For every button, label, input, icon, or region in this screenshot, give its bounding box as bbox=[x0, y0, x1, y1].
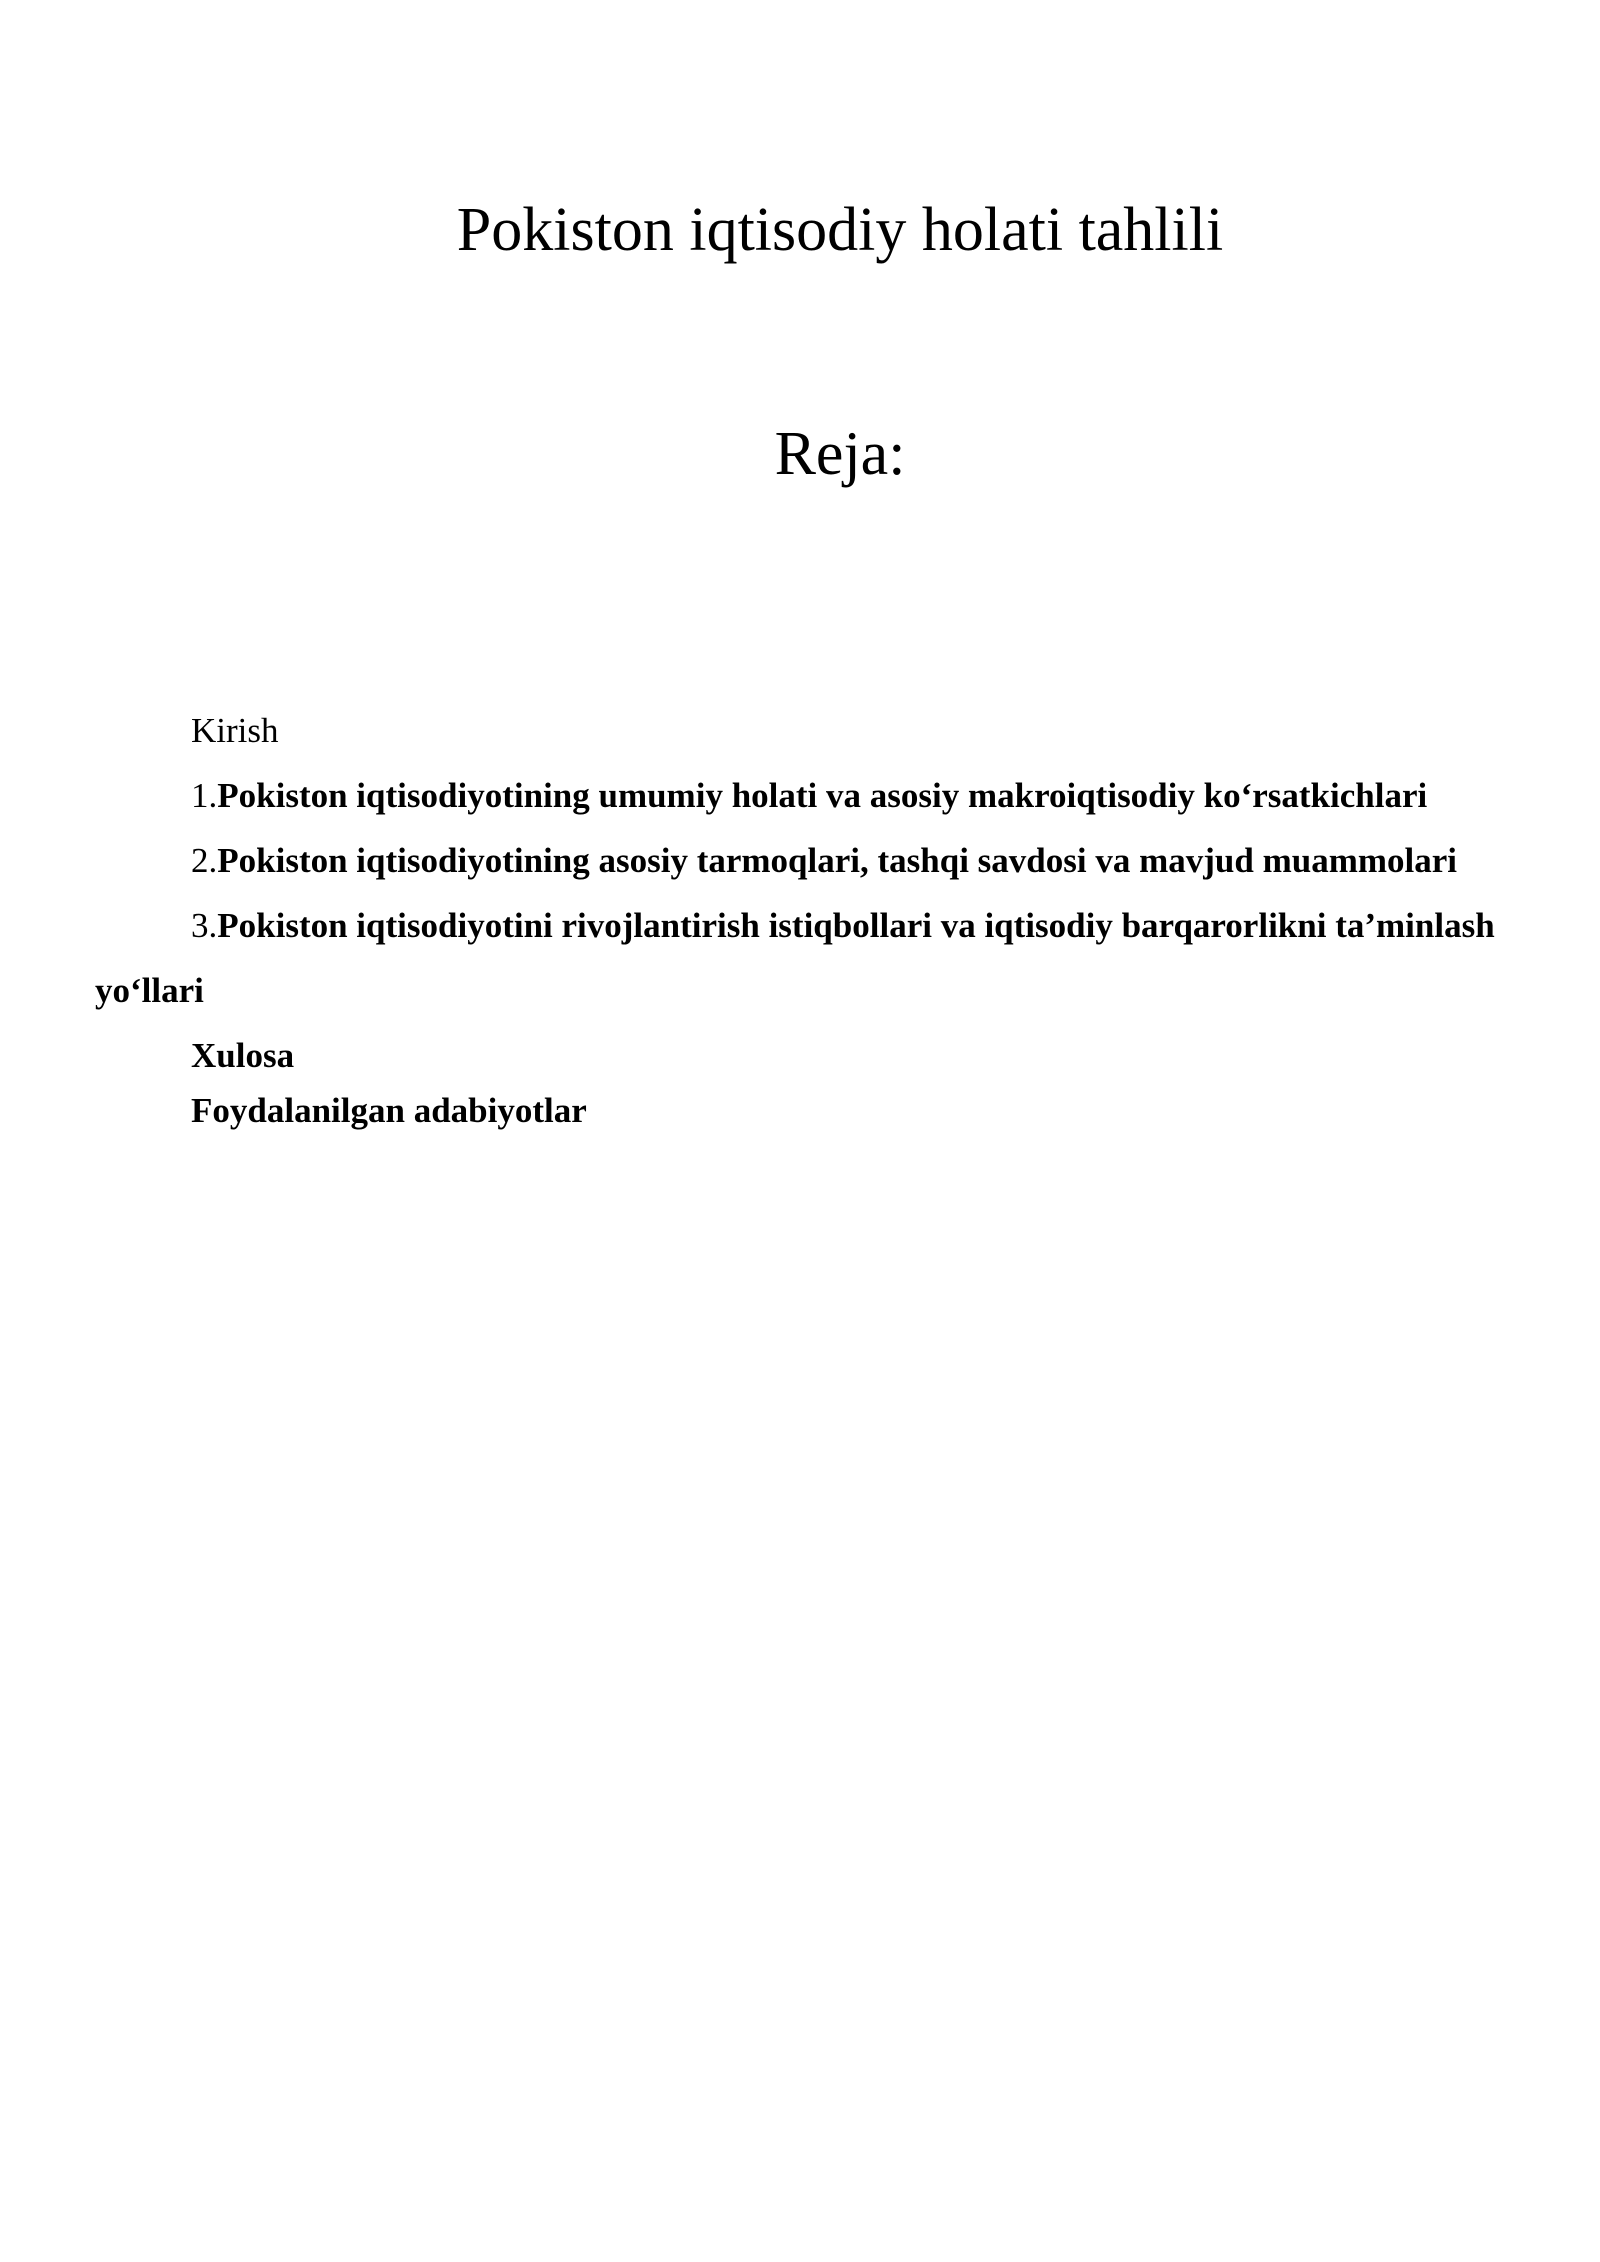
plan-item-number: 2. bbox=[191, 841, 218, 880]
plan-item-text: Kirish bbox=[191, 711, 279, 750]
plan-item-text: Pokiston iqtisodiyotining umumiy holati va asosiy makroiqtisodiy ko‘rsatkichlari bbox=[217, 776, 1428, 815]
document-title: Pokiston iqtisodiy holati tahlili bbox=[456, 196, 1224, 264]
plan-item-2 bbox=[95, 828, 1505, 893]
plan-item-text: Pokiston iqtisodiyotining asosiy tarmoqlari, tashqi savdosi va mavjud muammolari bbox=[217, 841, 1457, 880]
plan-item-references bbox=[95, 1088, 1505, 1134]
plan-item-conclusion bbox=[95, 1023, 1505, 1088]
plan-item-text: Foydalanilgan adabiyotlar bbox=[191, 1091, 587, 1130]
plan-item-introduction bbox=[95, 698, 1505, 763]
plan-item-number: 3. bbox=[191, 906, 218, 945]
plan-item-1 bbox=[95, 763, 1505, 828]
plan-item-3 bbox=[95, 893, 1505, 1023]
plan-list bbox=[95, 698, 1505, 1134]
plan-heading: Reja: bbox=[774, 420, 906, 488]
plan-item-text: Xulosa bbox=[191, 1036, 295, 1075]
plan-item-text: Pokiston iqtisodiyotini rivojlantirish istiqbollari va iqtisodiy barqarorlikni ta’minlash yo‘llari bbox=[95, 906, 1495, 1010]
plan-item-number: 1. bbox=[191, 776, 218, 815]
